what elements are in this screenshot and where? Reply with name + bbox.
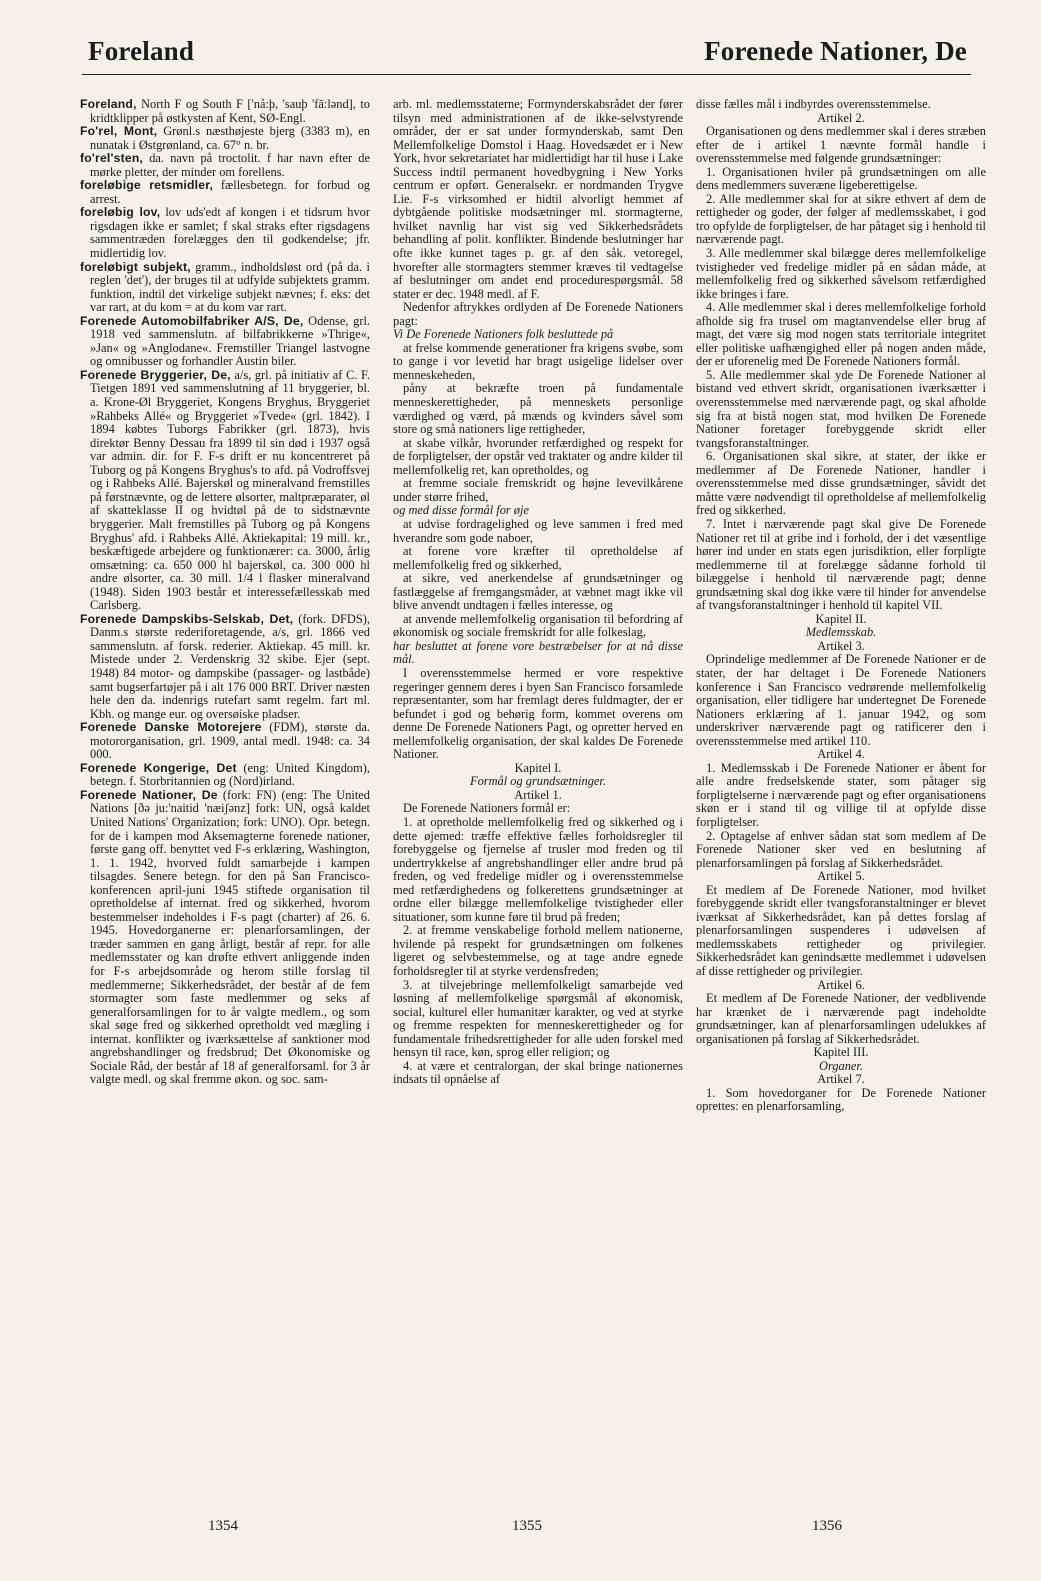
entry-text: (eng: United Kingdom), betegn. f. Storbritannien og (Nord)irland.	[90, 760, 370, 789]
header-last-entry: Forenede Nationer, De	[704, 36, 967, 66]
entry-text: Grønl.s næsthøjeste bjerg (3383 m), en nunatak i Østgrønland, ca. 67° n. br.	[90, 124, 370, 152]
entry-text: (fork. DFDS), Danm.s største rederiforetagende, a/s, grl. 1866 ved sammenslutn. af forsk. rederier. Aktiekap. 45 mill. kr. Mistede under 2. Verdenskrig 32 skibe. Ejer (sept. 1948) 84 motor- og dampskibe (passager- og lastbåde) samt bugserfartøjer på i alt 176 000 BRT. Driver næsten hele den da. indenrigs rutefart samt regelm. fart ml. Kbh. og mange eur. og oversøiske pladser.	[90, 611, 370, 721]
dictionary-entry	[80, 125, 370, 152]
entry-headword: foreløbig lov,	[80, 205, 161, 220]
section-heading: Kapitel III.	[813, 1045, 869, 1060]
page-number-middle: 1355	[512, 1518, 542, 1534]
paragraph: I overensstemmelse hermed er vore respektive regeringer gennem deres i byen San Francisco forsamlede repræsentanter, som har fremlagt deres fuldmagter, der er befundet i god og behørig form, kommet overens om denne De Forenede Nationers Pagt, og opretter herved en mellemfolkelig organisation, der skal kaldes De Forenede Nationer.	[393, 665, 683, 762]
entry-text: North F og South F ['nå:þ, 'sauþ 'fă:lənd], to kridtklipper på østkysten af Kent, SØ-Engl.	[90, 97, 370, 125]
section-heading: Artikel 4.	[817, 747, 865, 762]
paragraph: 2. at fremme venskabelige forhold mellem nationerne, hvilende på respekt for grundsætningen om folkenes ligeret og selvbestemmelse, og at tage andre egnede forholdsregler til at styrke verdensfreden;	[393, 923, 683, 978]
running-header	[82, 34, 971, 75]
paragraph: har besluttet at forene vore bestræbelser for at nå disse mål.	[393, 638, 683, 667]
section-heading: Formål og grundsætninger.	[470, 774, 606, 789]
page-number-right: 1356	[812, 1518, 842, 1534]
paragraph: at frelse kommende generationer fra krigens svøbe, som to gange i vor levetid har bragt usigelige lidelser over menneskeheden,	[393, 340, 683, 382]
dictionary-entry	[80, 179, 370, 206]
column-2	[393, 98, 683, 1087]
paragraph: at anvende mellemfolkelig organisation til befordring af økonomisk og sociale fremskridt for alle folkeslag,	[393, 611, 683, 640]
paragraph: at skabe vilkår, hvorunder retfærdighed og respekt for de forpligtelser, der opstår ved traktater og andre kilder til mellemfolkelig ret, kan opretholdes, og	[393, 435, 683, 477]
dictionary-entry	[80, 152, 370, 179]
entry-headword: foreløbige retsmidler,	[80, 178, 214, 193]
header-first-entry: Foreland	[88, 36, 195, 66]
paragraph: Nedenfor aftrykkes ordlyden af De Forenede Nationers pagt:	[393, 300, 683, 328]
entry-headword: Foreland,	[80, 97, 137, 111]
entry-text: (fork: FN) (eng: The United Nations [ðə ju:'naitid 'næiʃənz] fork: UN, også kaldet United Nations' Organization; fork: UNO). Opr. betegn. for de i kampen mod Aksemagterne forenede nationer, første gang off. benyttet ved F-s erklæring, Washington, 1. 1. 1942, hvorved fuldt samarbejde i kampen tilsagdes. Senere betegn. for den på San Francisco-konferencen april-juni 1945 stiftede organisation til opretholdelse af internat. fred og sikkerhed, hvorom bestemmelser indeholdes i F-s pagt (charter) af 26. 6. 1945. Hovedorganerne er: plenarforsamlingen, der træder sammen en gang årligt, består af repr. for alle medlemsstater og kan drøfte ethvert anliggende inden for F-s arbejdsområde og herom stille forslag til medlemmerne; Sikkerhedsrådet, der består af de fem stormagter som faste medlemmer og seks af generalforsamlingen for to år valgte medlem., og som skal søge fred og sikkerhed opretholdt ved mægling i internat. konflikter og iværksættelse af sanktioner mod angrebshandlinger og fredsbrud; Det Økonomiske og Sociale Råd, der består af 18 af generalforsaml. for 3 år valgte medl. og skal fremme økon. og soc. sam-	[90, 787, 370, 1087]
paragraph: De Forenede Nationers formål er:	[403, 801, 571, 816]
paragraph: at forene vore kræfter til opretholdelse af mellemfolkelig fred og sikkerhed,	[393, 544, 683, 572]
paragraph: 2. Optagelse af enhver sådan stat som medlem af De Forenede Nationer sker ved en beslutning af plenarforsamlingen på forslag af Sikkerhedsrådet.	[696, 828, 986, 870]
paragraph: 1. Organisationen hviler på grundsætningen om alle dens medlemmers suveræne ligeberettigelse.	[696, 164, 986, 193]
entry-headword: Forenede Danske Motorejere	[80, 720, 262, 735]
section-heading: Kapitel II.	[815, 611, 867, 626]
dictionary-entry	[80, 762, 370, 789]
dictionary-entry	[80, 721, 370, 762]
entry-headword: Forenede Dampskibs-Selskab, Det,	[80, 611, 294, 626]
dictionary-entry	[80, 98, 370, 125]
entry-headword: Forenede Nationer, De	[80, 787, 218, 802]
paragraph: 3. at tilvejebringe mellemfolkeligt samarbejde ved løsning af mellemfolkelige spørgsmål af økonomisk, social, kulturel eller humanitær karakter, og ved at styrke og fremme respekten for menneskerettigheder og for fundamentale frihedsrettigheder for alle uden forskel med hensyn til race, køn, sprog eller religion; og	[393, 977, 683, 1060]
entry-headword: Fo'rel, Mont,	[80, 124, 158, 139]
paragraph: 1. Som hovedorganer for De Forenede Nationer oprettes: en plenarforsamling,	[696, 1085, 986, 1114]
column-3	[696, 98, 986, 1114]
paragraph: at fremme sociale fremskridt og højne levevilkårene under større frihed,	[393, 476, 683, 504]
paragraph: 3. Alle medlemmer skal bilægge deres mellemfolkelige tvistigheder ved fredelige midler på en sådan måde, at mellemfolkelig fred og sikkerhed såvelsom retfærdighed ikke bringes i fare.	[696, 246, 986, 301]
paragraph: at udvise fordragelighed og leve sammen i fred med hverandre som gode naboer,	[393, 516, 683, 545]
paragraph: arb. ml. medlemsstaterne; Formynderskabsrådet der fører tilsyn med administrationen af de ikke-selvstyrende områder, der er sat under formynderskab, samt Den Mellemfolkelige Domstol i Haag. Hovedsædet er i New York, hvor sekretariatet har midlertidigt har til huse i Lake Success indtil permanent hovedbygning i New Yorks centrum er opført. Generalsekr. er nordmanden Trygve Lie. F-s virksomhed er hidtil alvorligt hemmet af dybtgående politiske modsætninger ml. stormagterne, hvilket navnlig har vist sig ved Sikkerhedsrådets behandling af polit. konflikter. Bindende beslutninger har ofte ikke kunnet tages p. gr. af den såk. vetoregel, hvorefter alle stormagters stemmer kræves til vedtagelse af beslutninger om andet end procedurespørgsmål. 58 stater er dec. 1948 medl. af F.	[393, 97, 683, 301]
dictionary-entry	[80, 261, 370, 315]
section-heading: Artikel 1.	[514, 787, 562, 802]
paragraph: 6. Organisationen skal sikre, at stater, der ikke er medlemmer af De Forenede Nationer, handler i overensstemmelse med disse grundsætninger, såvidt det måtte være nødvendigt til opretholdelse af mellemfolkelig fred og sikkerhed.	[696, 449, 986, 518]
paragraph: påny at bekræfte troen på fundamentale menneskerettigheder, på menneskets personlige værdighed og værd, på mænds og kvinders såvel som store og små nationers lige rettigheder,	[393, 381, 683, 437]
entry-headword: Forenede Bryggerier, De,	[80, 367, 231, 382]
paragraph: at sikre, ved anerkendelse af grundsætninger og fastlæggelse af fremgangsmåder, at væbnet magt ikke vil blive anvendt undtagen i fælles interesse, og	[393, 571, 683, 613]
entry-text: fællesbetegn. for forbud og arrest.	[90, 178, 370, 206]
entry-headword: Forenede Automobilfabriker A/S, De,	[80, 313, 304, 328]
section-heading: Artikel 7.	[817, 1072, 865, 1087]
paragraph: 2. Alle medlemmer skal for at sikre ethvert af dem de rettigheder og goder, der følger af medlemsskabet, i god tro opfylde de forpligtelser, de har påtaget sig i henhold til nærværende pagt.	[696, 191, 986, 247]
dictionary-entry	[80, 789, 370, 1087]
entry-headword: foreløbigt subjekt,	[80, 259, 191, 274]
section-heading: Medlemsskab.	[805, 625, 877, 640]
dictionary-entry	[80, 613, 370, 721]
dictionary-entry	[80, 315, 370, 369]
paragraph: Et medlem af De Forenede Nationer, mod hvilket forebyggende skridt eller tvangsforanstaltninger er blevet iværksat af Sikkerhedsrådet, kan på dettes forslag af plenarforsamlingen suspenderes i udøvelsen af medlemsskabets rettigheder og privilegier. Sikkerhedsrådet kan genindsætte medlemmet i udøvelsen af disse rettigheder og privilegier.	[696, 882, 986, 978]
page-number-left: 1354	[208, 1518, 238, 1534]
entry-text: gramm., indholdsløst ord (på da. i reglen 'det'), der bruges til at udfylde subjektets gramm. funktion, indtil det virkelige subjekt nævnes; f. eks: det var rart, at du kom = at du kom var rart.	[90, 259, 370, 315]
column-1	[80, 98, 370, 1087]
entry-headword: fo'rel'sten,	[80, 151, 144, 166]
paragraph: Et medlem af De Forenede Nationer, der vedblivende har krænket de i nærværende pagt indeholdte grundsætninger, kan af plenarforsamlingen udelukkes af organisationen på forslag af Sikkerhedsrådet.	[696, 991, 986, 1046]
paragraph: 1. Medlemsskab i De Forenede Nationer er åbent for alle andre fredselskende stater, som påtager sig forpligtelserne i nærværende pagt og efter organisationens skøn er i stand til og villige til at opfylde disse forpligtelser.	[696, 760, 986, 829]
section-heading: Artikel 6.	[817, 977, 865, 992]
section-heading: Kapitel I.	[514, 760, 562, 775]
section-heading: Organer.	[819, 1058, 863, 1073]
section-heading: Artikel 2.	[817, 110, 865, 125]
paragraph: disse fælles mål i indbyrdes overensstemmelse.	[696, 97, 931, 111]
dictionary-entry	[80, 206, 370, 260]
entry-headword: Forenede Kongerige, Det	[80, 760, 237, 775]
paragraph: 4. Alle medlemmer skal i deres mellemfolkelige forhold afholde sig fra trusel om magtanvendelse eller brug af magt, det være sig mod nogen stats territoriale integritet eller politiske uafhængighed eller på nogen anden måde, der er uforenelig med De Forenede Nationers formål.	[696, 300, 986, 369]
paragraph: og med disse formål for øje	[393, 503, 529, 518]
section-heading: Artikel 5.	[817, 869, 865, 884]
paragraph: 5. Alle medlemmer skal yde De Forenede Nationer al bistand ved ethvert skridt, organisationen iværksætter i overensstemmelse med nærværende pagt, og skal afholde sig fra at bistå nogen stat, mod hvilken De Forenede Nationer foretager forebyggende skridt eller tvangsforanstaltninger.	[696, 367, 986, 450]
entry-text: Odense, grl. 1918 ved sammenslutn. af bilfabrikkerne »Thrige«, »Jan« og »Anglodane«. Fremstiller Triangel lastvogne og omnibusser og forhandler Austin biler.	[90, 313, 370, 369]
entry-text: lov uds'edt af kongen i et tidsrum hvor rigsdagen ikke er samlet; f skal straks efter rigsdagens sammentræden forelægges den til godkendelse; jfr. midlertidig lov.	[90, 205, 371, 261]
dictionary-entry	[80, 369, 370, 613]
paragraph: Oprindelige medlemmer af De Forenede Nationer er de stater, der har deltaget i De Forenede Nationers konference i San Francisco vedrørende mellemfolkelig organisation, eller tidligere har undertegnet De Forenede Nationers erklæring af 1. januar 1942, og som underskriver nærværende pagt og ratificerer den i overensstemmelse med artikel 110.	[696, 652, 986, 748]
paragraph: 4. at være et centralorgan, der skal bringe nationernes indsats til opnåelse af	[393, 1058, 683, 1087]
paragraph: Organisationen og dens medlemmer skal i deres stræben efter de i artikel 1 nævnte formål handle i overensstemmelse med følgende grundsætninger:	[696, 124, 986, 166]
paragraph: 7. Intet i nærværende pagt skal give De Forenede Nationer ret til at gribe ind i forhold, der i det væsentlige hører ind under en stats egen jurisdiktion, eller forpligte medlemmerne til at forelægge sådanne forhold til bilæggelse i henhold til nærværende pagt; denne grundsætning skal dog ikke være til hinder for anvendelse af tvangsforanstaltninger i henhold til kapitel VII.	[696, 516, 986, 613]
section-heading: Artikel 3.	[817, 638, 865, 653]
entry-text: da. navn på troctolit. f har navn efter de mørke pletter, der minder om forellens.	[90, 151, 370, 179]
entry-text: (FDM), største da. motororganisation, grl. 1909, antal medl. 1948: ca. 34 000.	[90, 720, 370, 762]
entry-text: a/s, grl. på initiativ af C. F. Tietgen 1891 ved sammenslutning af 11 bryggerier, bl. a. Krone-Øl Bryggeriet, Kongens Bryghus, Bryggeriet »Rahbeks Allé« og Bryggeriet »Tvede« (grl. 1842). I 1894 købtes Tuborgs Fabrikker (grl. 1873), hvis direktør Benny Dessau fra 1899 til sin død i 1937 også var admin. dir. for F. F-s drift er nu koncentreret på Tuborg og på Kongens Bryghus's to afd. på Vodroffsvej og i Rahbeks Allé. Bajerskøl og mineralvand fremstilles på førstnævnte, og de lettere ølsorter, maltpræparater, øl af skatteklasse II og hvidtøl på de to sidstnævnte bryggerier. Malt fremstilles på Tuborg og på Kongens Bryghus' afd. i Rahbeks Allé. Aktiekapital: 19 mill. kr., beskæftigede arbejdere og funktionærer: ca. 3000, årlig omsætning: ca. 650 000 hl bajerskøl, ca. 300 000 hl andre ølsorter, ca. 30 mill. 1/4 l flasker mineralvand (1948). Siden 1903 består et interessefællesskab med Carlsberg.	[90, 367, 370, 613]
paragraph: Vi De Forenede Nationers folk besluttede på	[393, 327, 614, 342]
paragraph: 1. at opretholde mellemfolkelig fred og sikkerhed og i dette øjemed: træffe effektive fælles forholdsregler til forebyggelse og fjernelse af trusler mod freden og til undertrykkelse af angrebshandlinger eller andre brud på freden, og ved fredelige midler og i overensstemmelse med retfærdighedens og folkerettens grundsætninger at ordne eller bilægge mellemfolkelige tvistigheder eller situationer, som kunne føre til brud på freden;	[393, 814, 683, 924]
